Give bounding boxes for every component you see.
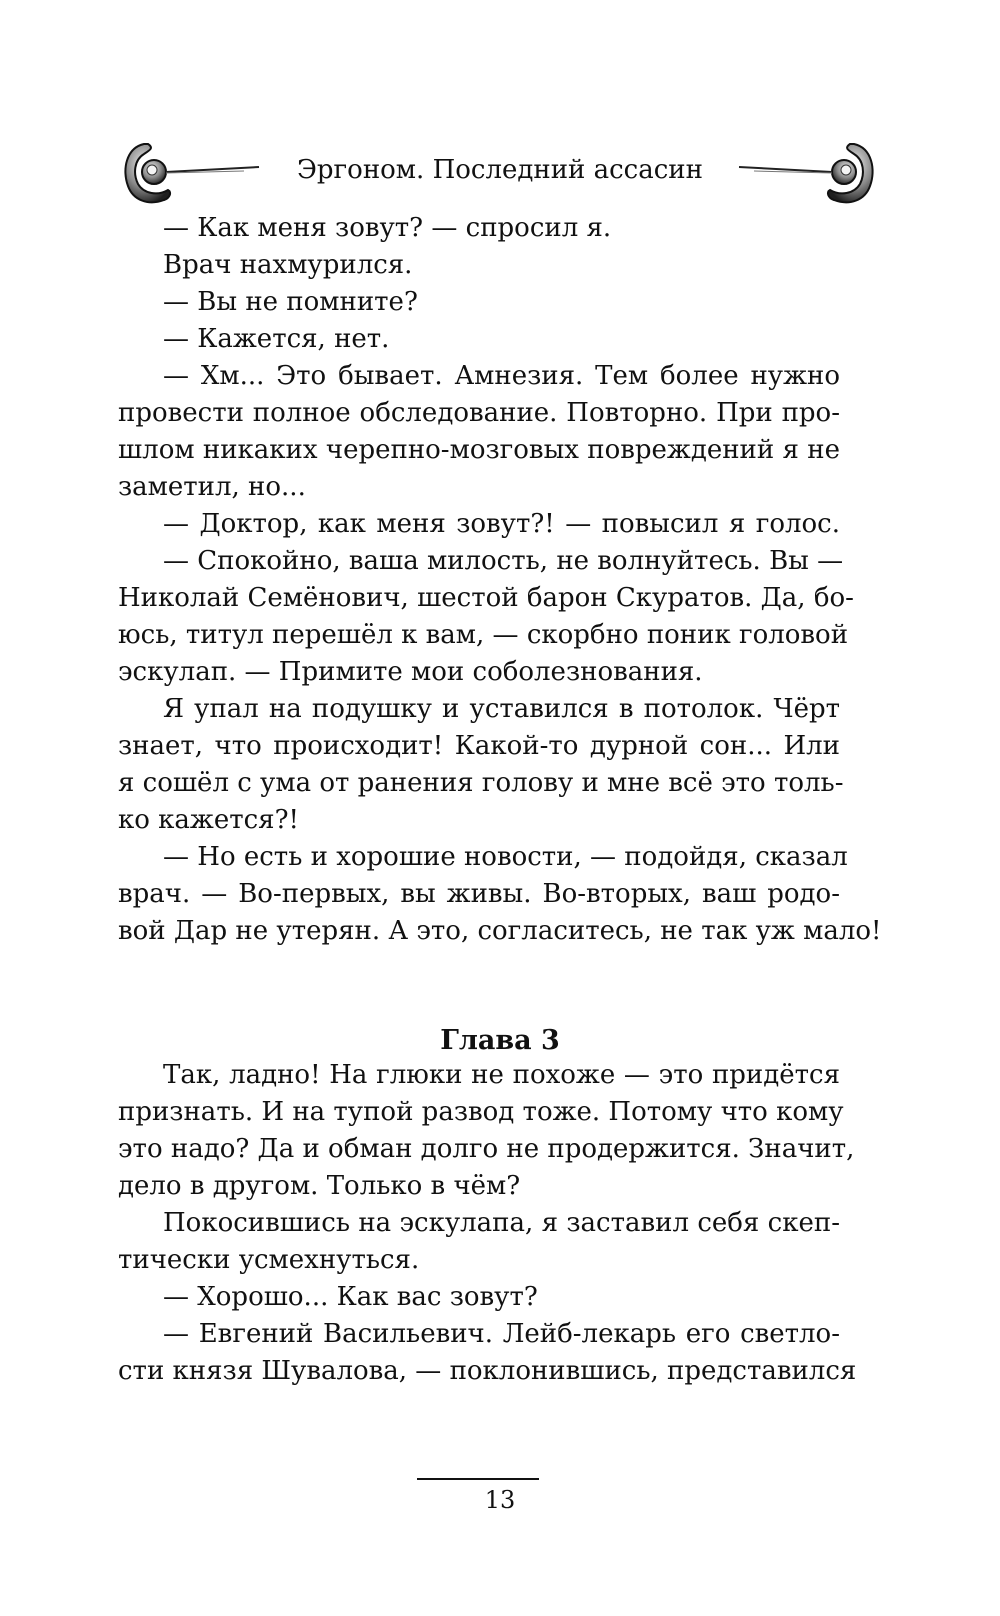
text-line: провести полное обследование. Повторно. При про- — [118, 398, 840, 428]
text-line: знает, что происходит! Какой-то дурной сон... Или — [118, 731, 840, 761]
text-line: дело в другом. Только в чём? — [118, 1171, 521, 1201]
text-line: сти князя Шувалова, — поклонившись, представился — [118, 1356, 857, 1386]
text-line: — Хорошо... Как вас зовут? — [163, 1282, 538, 1312]
text-line: Я упал на подушку и уставился в потолок. Чёрт — [163, 694, 840, 724]
folio-rule — [417, 1478, 539, 1480]
text-line: ко кажется?! — [118, 805, 299, 835]
ornament-left-icon — [124, 140, 264, 210]
text-line: Николай Семёнович, шестой барон Скуратов. Да, бо- — [118, 583, 854, 613]
text-line: — Евгений Васильевич. Лейб-лекарь его светло- — [163, 1319, 840, 1349]
text-line: — Хм... Это бывает. Амнезия. Тем более нужно — [163, 361, 840, 391]
text-line: — Доктор, как меня зовут?! — повысил я голос. — [163, 509, 840, 539]
text-line: это надо? Да и обман долго не продержится. Значит, — [118, 1134, 855, 1164]
text-line: Покосившись на эскулапа, я заставил себя скеп- — [163, 1208, 840, 1238]
text-line: врач. — Во-первых, вы живы. Во-вторых, ваш родо- — [118, 879, 840, 909]
text-line: — Вы не помните? — [163, 287, 418, 317]
text-line: — Как меня зовут? — спросил я. — [163, 213, 612, 243]
text-line: — Спокойно, ваша милость, не волнуйтесь. Вы — — [163, 546, 844, 576]
text-line: шлом никаких черепно-мозговых повреждений я не — [118, 435, 840, 465]
text-line: — Кажется, нет. — [163, 324, 390, 354]
running-header — [0, 140, 1000, 210]
text-line: заметил, но... — [118, 472, 306, 502]
text-line: вой Дар не утерян. А это, согласитесь, не так уж мало! — [118, 916, 882, 946]
ornament-right-icon — [734, 140, 874, 210]
text-line: тически усмехнуться. — [118, 1245, 420, 1275]
text-line: Врач нахмурился. — [163, 250, 413, 280]
text-line: юсь, титул перешёл к вам, — скорбно поник головой — [118, 620, 849, 650]
running-header-title: Эргоном. Последний ассасин — [297, 155, 703, 185]
chapter-heading: Глава 3 — [440, 1025, 560, 1056]
text-line: признать. И на тупой развод тоже. Потому что кому — [118, 1097, 844, 1127]
text-line: Так, ладно! На глюки не похоже — это придётся — [163, 1060, 840, 1090]
page-number: 13 — [484, 1486, 516, 1514]
text-line: — Но есть и хорошие новости, — подойдя, сказал — [163, 842, 848, 872]
text-line: эскулап. — Примите мои соболезнования. — [118, 657, 703, 687]
text-line: я сошёл с ума от ранения голову и мне всё это толь- — [118, 768, 844, 798]
